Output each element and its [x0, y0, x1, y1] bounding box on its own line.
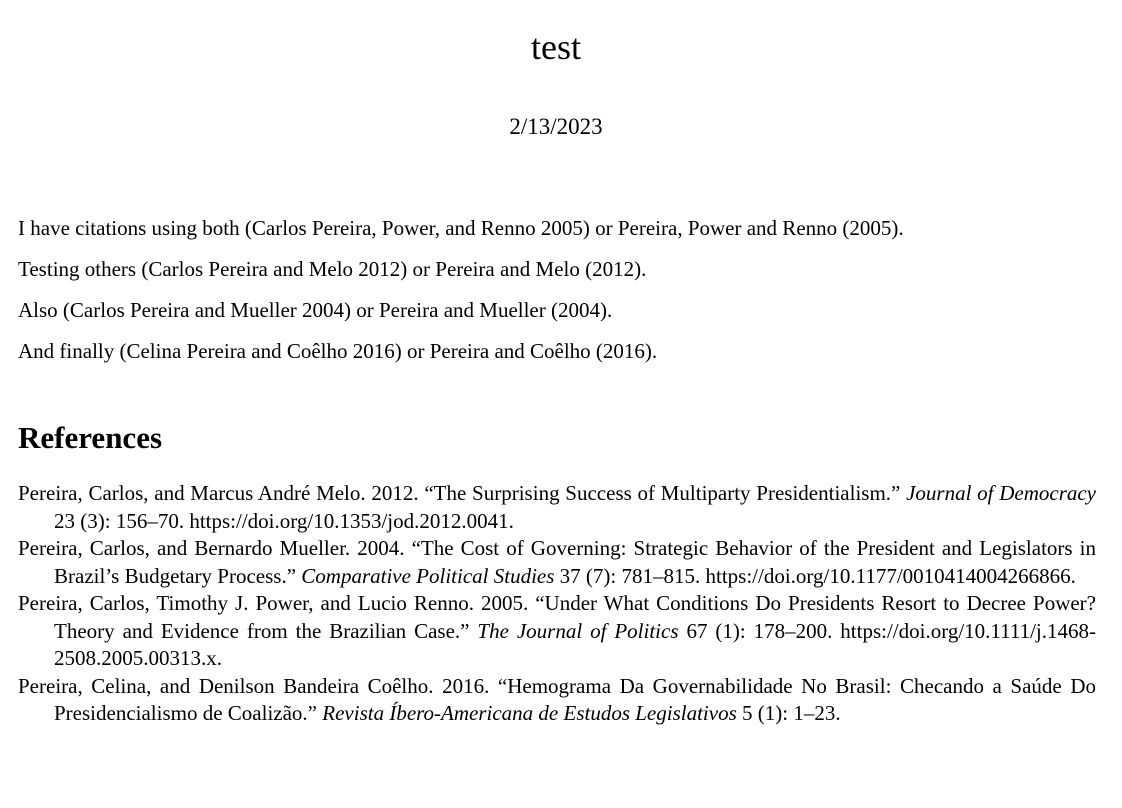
journal-name: Revista Íbero-Americana de Estudos Legislativos [322, 701, 737, 725]
document-title: test [531, 27, 581, 67]
paragraph: Testing others (Carlos Pereira and Melo 2012) or Pereira and Melo (2012). [18, 257, 647, 281]
reference-entry [18, 480, 1096, 535]
paragraph: Also (Carlos Pereira and Mueller 2004) or Pereira and Mueller (2004). [18, 298, 613, 322]
reference-entry [18, 535, 1096, 590]
reference-details: 37 (7): 781–815. https://doi.org/10.1177/0010414004266866. [554, 563, 1076, 588]
journal-name: The Journal of Politics [477, 618, 679, 643]
document-date: 2/13/2023 [509, 114, 603, 139]
journal-name: Comparative Political Studies [301, 563, 555, 588]
reference-entry [18, 590, 1096, 673]
document-body [18, 216, 1098, 380]
reference-text: Pereira, Carlos, and Marcus André Melo. 2012. “The Surprising Success of Multiparty Presidentialism.” [18, 481, 907, 505]
reference-details: 67 (1): 178–200. https://doi.org/10.1111/j.1468-2508.2005.00313.x. [54, 618, 1096, 670]
reference-details: 5 (1): 1–23. [736, 701, 841, 725]
reference-details: 23 (3): 156–70. https://doi.org/10.1353/jod.2012.0041. [54, 508, 514, 533]
reference-text: Pereira, Carlos, and Bernardo Mueller. 2004. “The Cost of Governing: Strategic Behavior of the President and Legislators in Brazil’s Budgetary Process.” [18, 536, 1096, 588]
references-list [18, 480, 1096, 728]
reference-entry [18, 673, 1096, 728]
paragraph: I have citations using both (Carlos Pereira, Power, and Renno 2005) or Pereira, Power and Renno (2005). [18, 216, 904, 240]
references-heading: References [18, 420, 163, 455]
reference-text: Pereira, Celina, and Denilson Bandeira Coêlho. 2016. “Hemograma Da Governabilidade No Brasil: Checando a Saúde Do Presidencialismo de Coalizão.” [18, 673, 1096, 725]
reference-text: Pereira, Carlos, Timothy J. Power, and Lucio Renno. 2005. “Under What Conditions Do Presidents Resort to Decree Power? Theory and Evidence from the Brazilian Case.” [18, 591, 1096, 643]
journal-name: Journal of Democracy [906, 481, 1097, 505]
paragraph: And finally (Celina Pereira and Coêlho 2016) or Pereira and Coêlho (2016). [18, 339, 658, 363]
